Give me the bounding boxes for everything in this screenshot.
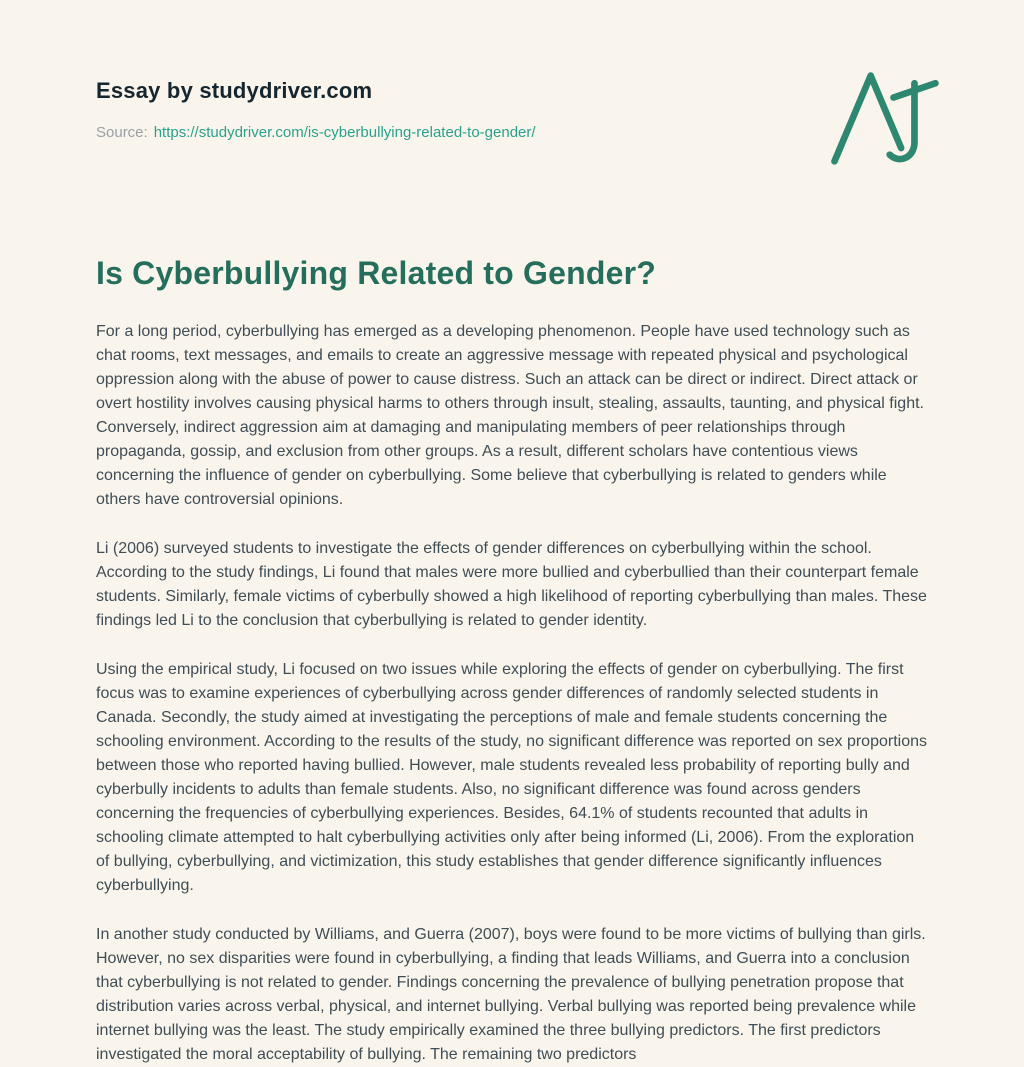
essay-paragraph-2: Li (2006) surveyed students to investigate the effects of gender differences on cyberbullying within the school. According to the study findings, Li found that males were more bullied and cyberbullied than their counterpart female students. Similarly, female victims of cyberbully showed a high likelihood of reporting cyberbullying than males. These findings led Li to the conclusion that cyberbullying is related to gender identity. <box>96 540 927 629</box>
essay-title: Is Cyberbullying Related to Gender? <box>96 255 656 291</box>
page-header <box>96 78 928 142</box>
source-line <box>96 124 796 142</box>
essay-paragraph-4: In another study conducted by Williams, and Guerra (2007), boys were found to be more victims of bullying than girls. However, no sex disparities were found in cyberbullying, a finding that leads Williams, and Guerra into a conclusion that cyberbullying is not related to gender. Findings concerning the prevalence of bullying penetration propose that distribution varies across verbal, physical, and internet bullying. Verbal bullying was reported being prevalence while internet bullying was the least. The study empirically examined the three bullying predictors. The first predictors investigated the moral acceptability of bullying. The remaining two predictors <box>96 926 926 1063</box>
essay-by-heading: Essay by studydriver.com <box>96 78 373 103</box>
studydriver-logo-icon <box>826 68 942 168</box>
essay-content <box>96 254 928 1067</box>
source-url-link[interactable]: https://studydriver.com/is-cyberbullying-related-to-gender/ <box>153 124 536 141</box>
header-text-block <box>96 78 796 142</box>
essay-paragraph-3: Using the empirical study, Li focused on two issues while exploring the effects of gender on cyberbullying. The first focus was to examine experiences of cyberbullying across gender differences of randomly selected students in Canada. Secondly, the study aimed at investigating the perceptions of male and female students concerning the schooling environment. According to the results of the study, no significant difference was reported on sex proportions between those who reported having bullied. However, male students revealed less probability of reporting bully and cyberbully incidents to adults than female students. Also, no significant difference was found across genders concerning the frequencies of cyberbullying experiences. Besides, 64.1% of students recounted that adults in schooling climate attempted to halt cyberbullying activities only after being informed (Li, 2006). From the exploration of bullying, cyberbullying, and victimization, this study establishes that gender difference significantly influences cyberbullying. <box>96 661 927 894</box>
essay-paragraph-1: For a long period, cyberbullying has emerged as a developing phenomenon. People have used technology such as chat rooms, text messages, and emails to create an aggressive message with repeated physical and psychological oppression along with the abuse of power to cause distress. Such an attack can be direct or indirect. Direct attack or overt hostility involves causing physical harms to others through insult, stealing, assaults, taunting, and physical fight. Conversely, indirect aggression aim at damaging and manipulating members of peer relationships through propaganda, gossip, and exclusion from other groups. As a result, different scholars have contentious views concerning the influence of gender on cyberbullying. Some believe that cyberbullying is related to genders while others have controversial opinions. <box>96 323 924 508</box>
source-label: Source: <box>96 124 148 141</box>
essay-body <box>96 320 928 1067</box>
